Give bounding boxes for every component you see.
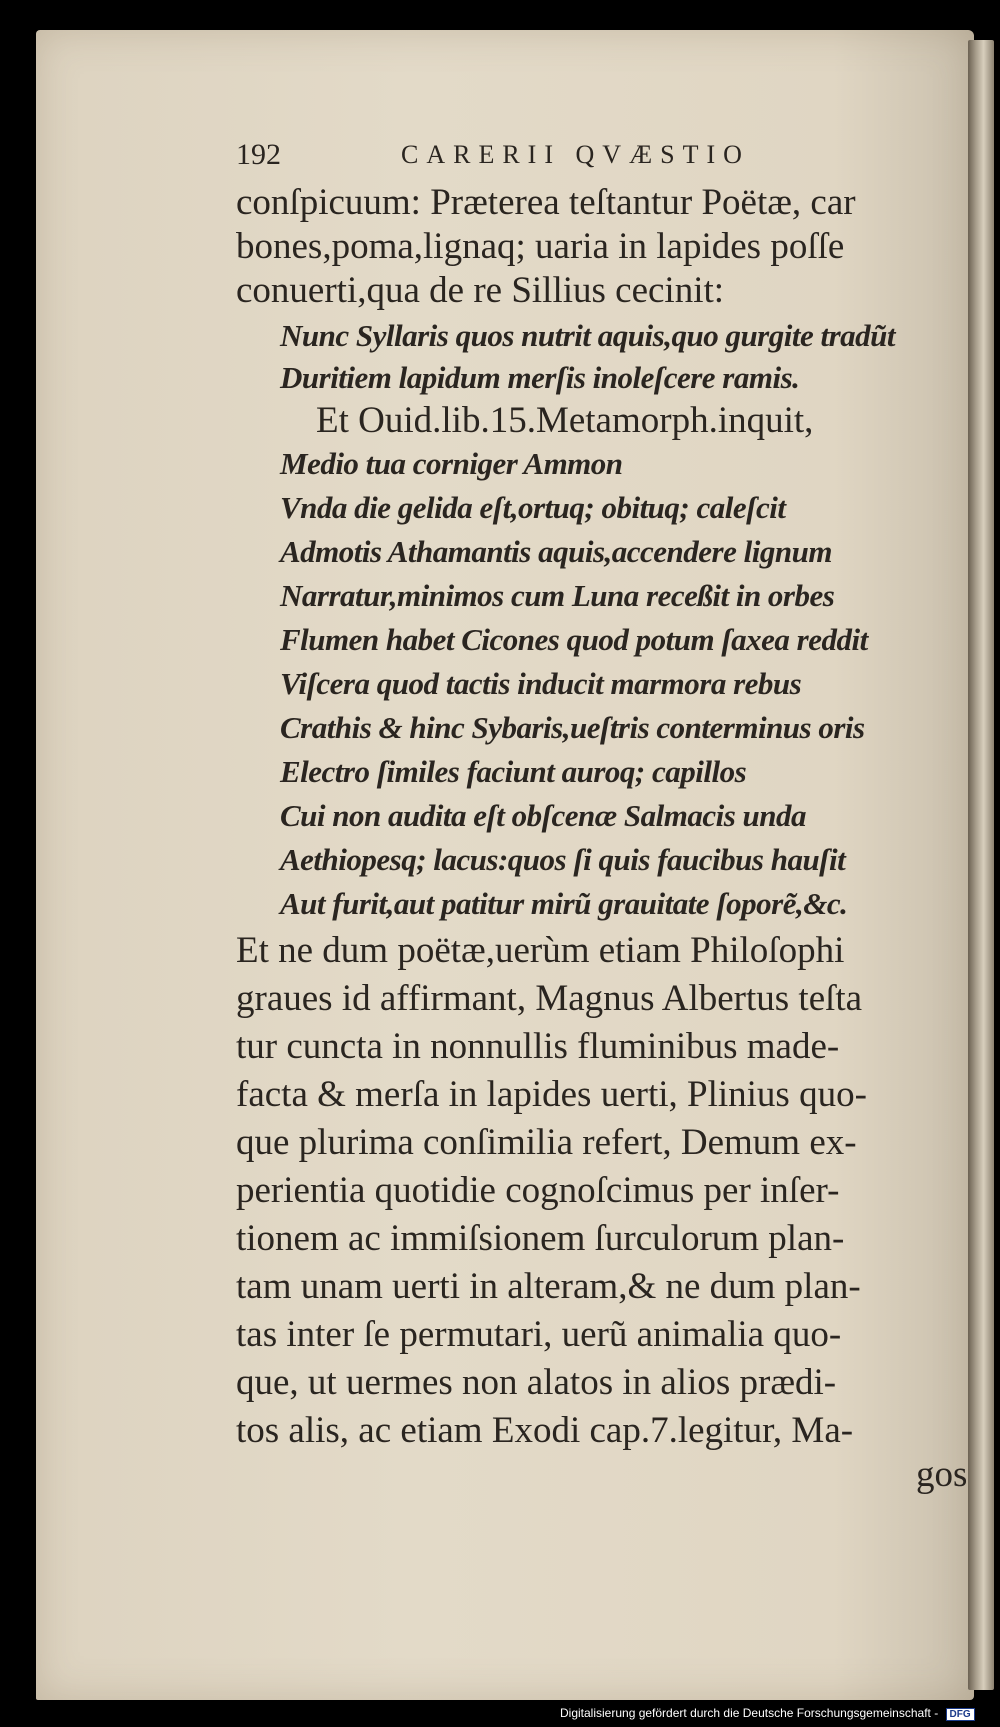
- verse-line: Medio tua corniger Ammon: [280, 446, 623, 481]
- verse-line: Electro ſimiles faciunt auroq; capillos: [280, 754, 747, 789]
- footer-text: Digitalisierung gefördert durch die Deutsche Forschungsgemeinschaft -: [560, 1706, 939, 1720]
- verse-line: Aethiopesq; lacus:quos ſi quis faucibus hauſit: [280, 842, 846, 877]
- text-line: tas inter ſe permutari, uerũ animalia quo-: [236, 1314, 842, 1355]
- text-line: graues id affirmant, Magnus Albertus teſta: [236, 978, 863, 1019]
- text-line: tos alis, ac etiam Exodi cap.7.legitur, Ma-: [236, 1410, 854, 1451]
- verse-line: Crathis & hinc Sybaris,ueſtris conterminus oris: [280, 710, 865, 745]
- text-line: conſpicuum: Præterea teſtantur Poëtæ, car: [236, 182, 856, 223]
- dfg-logo: DFG: [946, 1708, 975, 1721]
- verse-line: Vnda die gelida eſt,ortuq; obituq; caleſcit: [280, 490, 786, 525]
- text-line: facta & merſa in lapides uerti, Plinius quo-: [236, 1074, 867, 1115]
- text-line: tionem ac immiſsionem ſurculorum plan-: [236, 1218, 845, 1259]
- verse-line: Narratur,minimos cum Luna receßit in orbes: [280, 578, 835, 613]
- page-number: 192: [236, 138, 281, 171]
- text-line: tam unam uerti in alteram,& ne dum plan-: [236, 1266, 861, 1307]
- text-line: conuerti,qua de re Sillius cecinit:: [236, 270, 725, 311]
- text-line: bones,poma,lignaq; uaria in lapides poſſe: [236, 226, 845, 267]
- text-line: perientia quotidie cognoſcimus per inſer-: [236, 1170, 840, 1211]
- verse-line: Nunc Syllaris quos nutrit aquis,quo gurgite tradũt: [280, 318, 896, 353]
- catchword: gos: [916, 1454, 968, 1495]
- running-head: CARERII QVÆSTIO: [401, 140, 750, 169]
- text-line: que plurima conſimilia refert, Demum ex-: [236, 1122, 857, 1163]
- verse-line: Viſcera quod tactis inducit marmora rebus: [280, 666, 802, 701]
- verse-line: Aut furit,aut patitur mirũ grauitate ſoporẽ,&c.: [280, 886, 848, 921]
- verse-line: Flumen habet Cicones quod potum ſaxea reddit: [280, 622, 868, 657]
- verse-line: Admotis Athamantis aquis,accendere lignum: [280, 534, 832, 569]
- page-edge: [968, 40, 994, 1690]
- text-line: Et Ouid.lib.15.Metamorph.inquit,: [316, 400, 814, 441]
- text-line: que, ut uermes non alatos in alios prædi-: [236, 1362, 837, 1403]
- verse-line: Cui non audita eſt obſcenæ Salmacis unda: [280, 798, 807, 833]
- verse-line: Duritiem lapidum merſis inoleſcere ramis.: [280, 360, 800, 395]
- text-line: tur cuncta in nonnullis fluminibus made-: [236, 1026, 840, 1067]
- text-line: Et ne dum poëtæ,uerùm etiam Philoſophi: [236, 930, 845, 971]
- digitization-footer: [560, 1706, 975, 1721]
- page-header: [236, 138, 816, 178]
